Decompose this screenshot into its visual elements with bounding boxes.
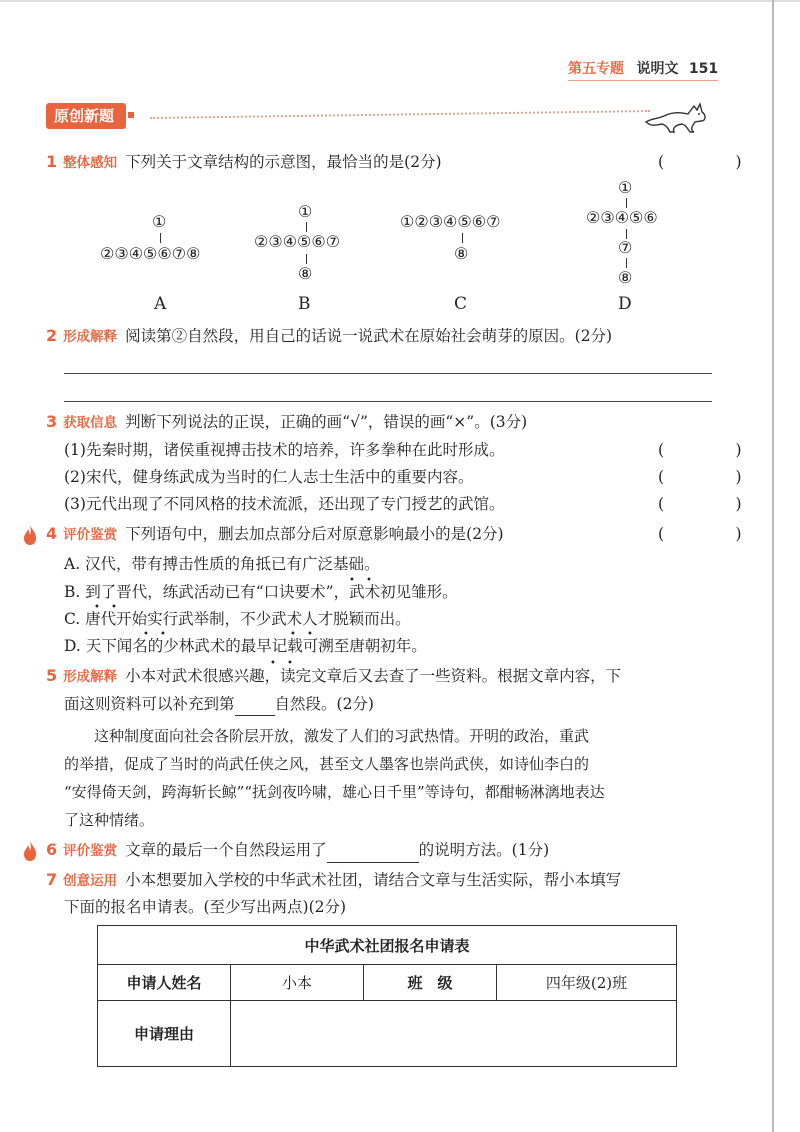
reason-input[interactable] <box>231 1001 677 1067</box>
reference-passage <box>64 722 714 834</box>
diagram-b-label: B <box>298 294 311 314</box>
question-3 <box>46 410 527 435</box>
question-tag: 评价鉴赏 <box>63 843 118 859</box>
question-1 <box>46 150 442 175</box>
passage-line: 了这种情绪。 <box>64 811 155 829</box>
emphasis-dot: • <box>143 629 149 640</box>
question-number: 3 <box>46 412 58 431</box>
judge-item-3: (3)元代出现了不同风格的技术流派，还出现了专门授艺的武馆。 <box>64 495 505 513</box>
scan-page-edge <box>772 0 774 1132</box>
diagram-b-top: ① <box>298 202 313 221</box>
dotted-trail <box>150 110 650 119</box>
class-value[interactable]: 四年级(2)班 <box>497 965 677 1001</box>
emphasis-dot: • <box>94 602 100 613</box>
emphasis-dot: • <box>160 629 166 640</box>
question-7-line2: 下面的报名申请表。(至少写出两点)(2分) <box>64 898 347 916</box>
name-label: 申请人姓名 <box>98 965 231 1001</box>
header-rule <box>568 80 718 81</box>
question-text: 的说明方法。(1分) <box>418 841 550 859</box>
header-subject: 说明文 <box>636 61 679 77</box>
diagram-d-label: D <box>618 294 632 314</box>
question-text: 下列关于文章结构的示意图，最恰当的是(2分) <box>125 153 442 171</box>
structure-diagrams <box>80 178 720 318</box>
passage-line: 这种制度面向社会各阶层开放，激发了人们的习武热情。开明的政治，重武 <box>64 727 590 745</box>
question-text: 下列语句中，删去加点部分后对原意影响最小的是(2分) <box>125 525 504 543</box>
question-number: 7 <box>46 870 58 889</box>
answer-line-1[interactable] <box>64 373 712 374</box>
answer-line-2[interactable] <box>64 401 712 402</box>
diagram-b-bottom: ⑧ <box>298 264 313 283</box>
question-text: 文章的最后一个自然段运用了 <box>125 841 327 859</box>
passage-line: “安得倚天剑，跨海斩长鲸”“抚剑夜吟啸，雄心日千里”等诗句，都酣畅淋漓地表达 <box>64 783 605 801</box>
question-number: 6 <box>46 840 58 859</box>
question-4 <box>46 522 504 547</box>
judge-item-2: (2)宋代，健身练武成为当时的仁人志士生活中的重要内容。 <box>64 468 474 486</box>
diagram-c-label: C <box>454 294 468 314</box>
question-text: 判断下列说法的正误，正确的画“√”，错误的画“×”。(3分) <box>125 413 528 431</box>
fill-blank[interactable] <box>235 691 275 716</box>
form-title: 中华武术社团报名申请表 <box>98 926 677 965</box>
emphasis-dot: • <box>307 629 313 640</box>
question-number: 4 <box>46 524 58 543</box>
option-a: A. 汉代，带有搏击性质的角抵已有广泛基础。 <box>64 555 380 573</box>
diagram-d-middle: ②③④⑤⑥ <box>586 208 658 227</box>
diagram-a-connector <box>160 233 161 243</box>
reason-label: 申请理由 <box>98 1001 231 1067</box>
running-cat-icon <box>642 92 712 134</box>
emphasis-dot: • <box>287 658 293 669</box>
question-number: 2 <box>46 326 58 345</box>
header-topic: 第五专题 <box>568 61 624 77</box>
diagram-d-bottom: ⑧ <box>618 268 633 287</box>
diagram-d-low: ⑦ <box>618 238 633 257</box>
diagram-c-bottom: ⑧ <box>454 244 469 263</box>
answer-paren[interactable]: ( ) <box>658 525 770 543</box>
option-c: C. 唐代开始实行武举制，不少武术人才脱颖而出。 <box>64 610 411 628</box>
emphasis-dot: • <box>270 658 276 669</box>
diagram-d-top: ① <box>618 178 633 197</box>
question-6 <box>46 838 549 863</box>
question-text: 面这则资料可以补充到第 <box>64 695 235 713</box>
diagram-c-top: ①②③④⑤⑥⑦ <box>400 212 501 231</box>
page-number: 151 <box>688 61 719 77</box>
emphasis-dot: • <box>111 602 117 613</box>
question-number: 5 <box>46 666 58 685</box>
answer-paren[interactable]: ( ) <box>658 468 770 486</box>
section-banner: 原创新题 <box>46 103 126 129</box>
diagram-b-connector-bottom <box>306 254 307 264</box>
diagram-a-label: A <box>154 294 167 314</box>
answer-paren[interactable]: ( ) <box>658 495 770 513</box>
class-label: 班 级 <box>364 965 497 1001</box>
question-tag: 评价鉴赏 <box>63 527 118 543</box>
passage-line: 的举措，促成了当时的尚武任侠之风，甚至文人墨客也崇尚武侠，如诗仙李白的 <box>64 755 590 773</box>
question-tag: 形成解释 <box>63 329 118 345</box>
diagram-d-connector-3 <box>626 258 627 268</box>
diagram-b-connector-top <box>306 222 307 232</box>
difficulty-flame-icon <box>22 524 38 546</box>
application-form <box>97 925 677 1067</box>
diagram-c-connector <box>462 233 463 243</box>
question-tag: 整体感知 <box>63 155 118 171</box>
question-text: 阅读第②自然段，用自己的话说一说武术在原始社会萌芽的原因。(2分) <box>125 327 613 345</box>
emphasis-dot: • <box>366 575 372 586</box>
fill-blank[interactable] <box>327 838 419 863</box>
diagram-a-top: ① <box>152 212 167 231</box>
answer-paren[interactable]: ( ) <box>658 441 770 459</box>
page-header <box>568 58 718 78</box>
question-tag: 获取信息 <box>63 415 118 431</box>
difficulty-flame-icon <box>22 840 38 862</box>
question-7 <box>46 868 621 893</box>
option-b: B. 到了晋代，练武活动已有“口诀要术”，武术初见雏形。 <box>64 583 458 601</box>
question-tag: 创意运用 <box>63 873 118 889</box>
emphasis-dot: • <box>349 575 355 586</box>
scan-top-edge <box>0 0 800 2</box>
diagram-d-connector-1 <box>626 198 627 208</box>
question-text: 自然段。(2分) <box>274 695 374 713</box>
question-2 <box>46 324 612 349</box>
emphasis-dot: • <box>290 629 296 640</box>
question-5 <box>46 664 621 689</box>
question-5-line2 <box>64 691 374 716</box>
name-value[interactable]: 小本 <box>231 965 364 1001</box>
question-text: 小本对武术很感兴趣，读完文章后又去查了一些资料。根据文章内容，下 <box>125 667 622 685</box>
question-text: 小本想要加入学校的中华武术社团，请结合文章与生活实际，帮小本填写 <box>125 871 622 889</box>
question-number: 1 <box>46 152 58 171</box>
question-tag: 形成解释 <box>63 669 118 685</box>
diagram-b-middle: ②③④⑤⑥⑦ <box>254 232 341 251</box>
judge-item-1: (1)先秦时期，诸侯重视搏击技术的培养，许多拳种在此时形成。 <box>64 441 505 459</box>
option-d: D. 天下闻名的少林武术的最早记载可溯至唐朝初年。 <box>64 637 427 655</box>
answer-paren[interactable]: ( ) <box>658 153 770 171</box>
diagram-a-bottom: ②③④⑤⑥⑦⑧ <box>100 244 201 263</box>
